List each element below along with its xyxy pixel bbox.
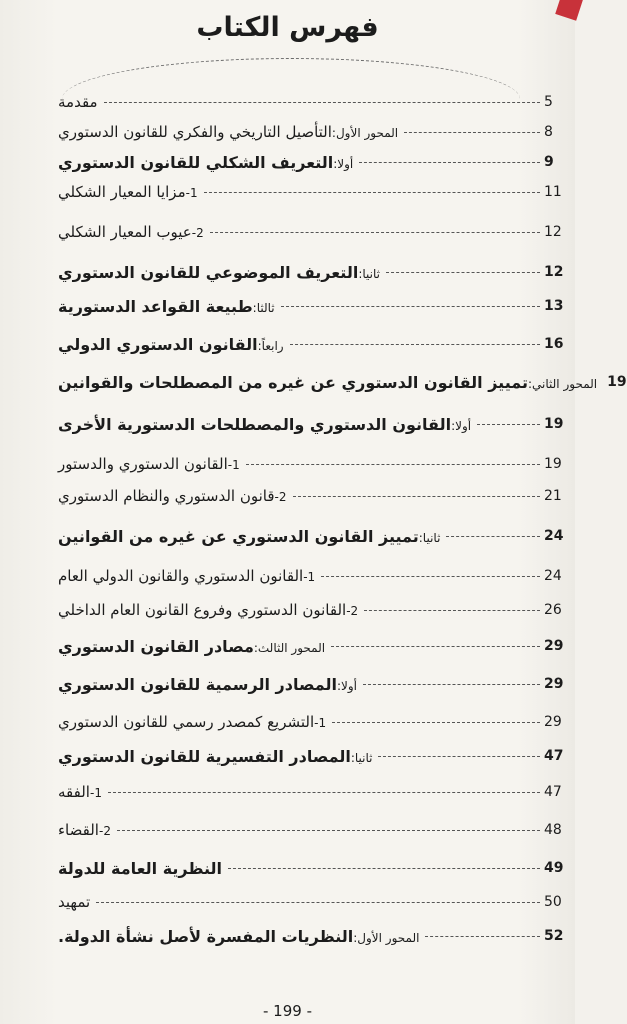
toc-page-number: 12	[544, 224, 562, 240]
toc-entry-text	[58, 263, 380, 282]
toc-entry-text	[58, 821, 111, 839]
dotted-leader	[332, 722, 540, 723]
toc-entry	[58, 778, 570, 806]
toc-entry-text	[58, 783, 102, 801]
toc-entry-title: مقدمة	[58, 93, 98, 111]
toc-entry-text	[58, 373, 597, 392]
toc-entry-title: الفقه	[58, 783, 90, 801]
toc-entry-text	[58, 415, 471, 434]
toc-entry-text	[58, 123, 398, 141]
dotted-leader	[477, 424, 540, 425]
dotted-leader	[425, 936, 540, 937]
toc-entry-text	[58, 183, 198, 201]
toc-entry-label: أولا:	[336, 678, 357, 693]
toc-entry-text	[58, 893, 90, 911]
toc-entry	[58, 854, 570, 882]
dotted-leader	[293, 496, 540, 497]
toc-entry-text	[58, 335, 284, 354]
toc-entry-title: مزايا المعيار الشكلي	[58, 183, 186, 201]
toc-page-number: 29	[544, 638, 564, 654]
toc-entry-label: 1-	[185, 186, 198, 200]
dotted-leader	[290, 344, 540, 345]
toc-entry	[58, 118, 570, 146]
toc-entry	[58, 482, 570, 510]
toc-entry-text	[58, 223, 204, 241]
toc-entry	[58, 816, 570, 844]
toc-page-number: 9	[544, 154, 554, 170]
toc-entry-label: ثانيا:	[350, 750, 373, 765]
toc-entry	[58, 258, 570, 286]
toc-entry-title: التشريع كمصدر رسمي للقانون الدستوري	[58, 713, 315, 731]
toc-entry-label: 1-	[227, 458, 240, 472]
toc-entry-title: التأصيل التاريخي والفكري للقانون الدستوري	[58, 123, 332, 141]
toc-entry-label: 1-	[303, 570, 316, 584]
toc-entry-title: التعريف الموضوعي للقانون الدستوري	[58, 262, 359, 282]
toc-entry-label: أولا:	[451, 418, 472, 433]
toc-entry-label: 2-	[98, 824, 111, 838]
toc-entry-text	[58, 297, 275, 316]
toc-entry	[58, 88, 570, 116]
toc-entry-title: المصادر الرسمية للقانون الدستوري	[58, 674, 337, 694]
toc-entry	[58, 670, 570, 698]
toc-entry-text	[58, 747, 372, 766]
toc-entry-title: التعريف الشكلي للقانون الدستوري	[58, 152, 334, 172]
dotted-leader	[386, 272, 540, 273]
toc-entry-text	[58, 637, 325, 656]
toc-entry-text	[58, 601, 358, 619]
toc-entry	[58, 562, 570, 590]
toc-page-number: 47	[544, 784, 562, 800]
toc-page-number: 19	[607, 374, 627, 390]
toc-entry	[58, 888, 570, 916]
dotted-leader	[378, 756, 540, 757]
toc-page-number: 24	[544, 568, 562, 584]
toc-entry-title: تمييز القانون الدستوري عن غيره من القوانين	[58, 526, 419, 546]
dotted-leader	[246, 464, 540, 465]
toc-entry	[58, 742, 570, 770]
toc-entry-text	[58, 713, 326, 731]
dotted-leader	[321, 576, 540, 577]
toc-page-number: 29	[544, 714, 562, 730]
dotted-leader	[117, 830, 540, 831]
toc-entry-text	[58, 567, 315, 585]
toc-entry	[58, 708, 570, 736]
toc-entry	[58, 522, 570, 550]
toc-entry-text	[58, 487, 287, 505]
toc-entry	[58, 330, 570, 358]
toc-page-number: 50	[544, 894, 562, 910]
toc-page-number: 13	[544, 298, 564, 314]
toc-entry	[58, 368, 627, 396]
dotted-leader	[108, 792, 540, 793]
toc-entry-label: 1-	[89, 786, 102, 800]
toc-page-number: 24	[544, 528, 564, 544]
toc-entry-label: رابعاً:	[257, 338, 284, 353]
dotted-leader	[281, 306, 540, 307]
dotted-leader	[359, 162, 540, 163]
toc-entry-label: أولا:	[333, 156, 354, 171]
dotted-leader	[364, 610, 540, 611]
toc-page-number: 48	[544, 822, 562, 838]
page-title: فهرس الكتاب	[196, 12, 379, 43]
toc-page-number: 19	[544, 456, 562, 472]
dotted-leader	[104, 102, 540, 103]
toc-entry-title: تمييز القانون الدستوري عن غيره من المصطلحات والقوانين	[58, 372, 528, 392]
toc-entry-label: المحور الثاني:	[527, 376, 598, 391]
dotted-leader	[210, 232, 540, 233]
toc-entry-label: 1-	[314, 716, 327, 730]
toc-page-number: 11	[544, 184, 562, 200]
toc-entry	[58, 410, 570, 438]
toc-entry-label: ثالثا:	[252, 300, 275, 315]
toc-entry-label: المحور الثالث:	[253, 640, 326, 655]
toc-entry-title: تمهيد	[58, 893, 91, 911]
toc-entry-title: النظرية العامة للدولة	[58, 858, 222, 878]
toc-entry-title: القانون الدستوري والدستور	[58, 455, 228, 473]
toc-page-number: 8	[544, 124, 553, 140]
toc-page-number: 19	[544, 416, 564, 432]
toc-page-number: 52	[544, 928, 564, 944]
toc-entry-text	[58, 455, 240, 473]
toc-entry-label: 2-	[191, 226, 204, 240]
toc-entry	[58, 178, 570, 206]
toc-entry-title: قانون الدستوري والنظام الدستوري	[58, 487, 275, 505]
dotted-leader	[404, 132, 540, 133]
toc-entry-label: المحور الأول:	[353, 930, 420, 945]
toc-page-number: 21	[544, 488, 562, 504]
dotted-leader	[446, 536, 540, 537]
toc-entry-text	[58, 153, 353, 172]
toc-entry	[58, 292, 570, 320]
toc-entry-title: القانون الدستوري وفروع القانون العام الداخلي	[58, 601, 347, 619]
toc-entry-label: المحور الأول:	[331, 126, 399, 140]
toc-entry-text	[58, 675, 357, 694]
toc-entry-title: مصادر القانون الدستوري	[58, 636, 254, 656]
toc-entry-label: ثانيا:	[418, 530, 441, 545]
toc-entry	[58, 596, 570, 624]
page-number: - 199 -	[263, 1002, 312, 1020]
toc-entry-title: القانون الدستوري والقانون الدولي العام	[58, 567, 304, 585]
toc-page-number: 26	[544, 602, 562, 618]
toc-page-number: 47	[544, 748, 564, 764]
toc-page-number: 16	[544, 336, 564, 352]
toc-entry-title: عيوب المعيار الشكلي	[58, 223, 192, 241]
toc-entry-text	[58, 859, 222, 878]
toc-entry-text	[58, 527, 440, 546]
dotted-leader	[204, 192, 540, 193]
toc-entry-title: طبيعة القواعد الدستورية	[58, 296, 253, 316]
toc-page-number: 49	[544, 860, 564, 876]
toc-entry	[58, 148, 570, 176]
toc-entry-label: 2-	[346, 604, 359, 618]
toc-entry-label: 2-	[274, 490, 287, 504]
toc-entry	[58, 632, 570, 660]
toc-page-number: 5	[544, 94, 553, 110]
dotted-leader	[331, 646, 540, 647]
toc-page-number: 29	[544, 676, 564, 692]
dotted-leader	[228, 868, 540, 869]
toc-entry	[58, 922, 570, 950]
toc-entry-title: النظريات المفسرة لأصل نشأة الدولة.	[58, 926, 354, 946]
toc-entry-text	[58, 927, 419, 946]
toc-entry-title: القانون الدستوري الدولي	[58, 334, 258, 354]
dotted-leader	[363, 684, 540, 685]
toc-entry	[58, 218, 570, 246]
toc-entry-title: القضاء	[58, 821, 99, 839]
toc-entry-title: المصادر التفسيرية للقانون الدستوري	[58, 746, 351, 766]
dotted-leader	[96, 902, 540, 903]
toc-entry-title: القانون الدستوري والمصطلحات الدستورية الأخرى	[58, 414, 452, 434]
toc-page-number: 12	[544, 264, 564, 280]
toc-entry	[58, 450, 570, 478]
toc-entry-label: ثانيا:	[358, 266, 380, 281]
toc-entry-text	[58, 93, 98, 111]
